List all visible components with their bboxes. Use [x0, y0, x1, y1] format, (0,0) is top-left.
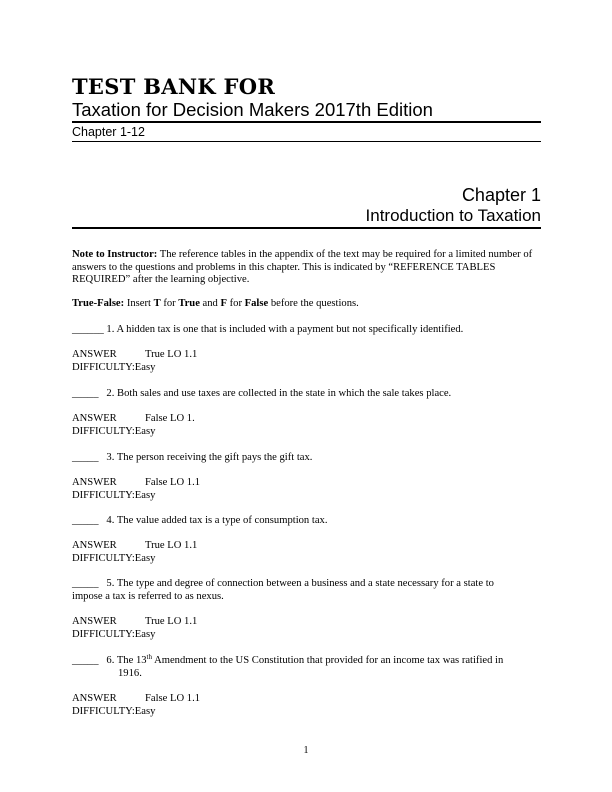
answer-block-2 [72, 413, 541, 438]
tf-label: True-False: [72, 298, 125, 309]
answer-value: True LO 1.1 [145, 540, 198, 551]
question-text-continued: 1916. [118, 667, 142, 679]
difficulty-value: Easy [134, 425, 156, 437]
answer-label: ANSWER [72, 477, 117, 488]
answer-block-6 [72, 693, 541, 718]
difficulty-label: DIFFICULTY: [72, 628, 135, 640]
page-number: 1 [303, 745, 309, 756]
answer-blank: _____ [72, 388, 99, 399]
answer-blank: ______ [72, 324, 104, 335]
instructor-note [72, 249, 541, 287]
tf-true: True [178, 298, 200, 309]
difficulty-label: DIFFICULTY: [72, 425, 135, 437]
question-4 [72, 515, 541, 528]
note-label: Note to Instructor: [72, 249, 158, 260]
answer-label: ANSWER [72, 413, 117, 424]
answer-block-3 [72, 477, 541, 502]
question-3 [72, 452, 541, 465]
difficulty-value: Easy [134, 489, 156, 501]
chapter-title: Introduction to Taxation [365, 206, 541, 225]
question-text: 3. The person receiving the gift pays the gift tax. [98, 452, 313, 463]
answer-label: ANSWER [72, 693, 117, 704]
difficulty-value: Easy [134, 628, 156, 640]
true-false-instructions [72, 298, 541, 311]
answer-block-5 [72, 616, 541, 641]
question-text: 6. The 13 [98, 655, 147, 666]
answer-block-4 [72, 540, 541, 565]
chapter-range: Chapter 1-12 [72, 125, 145, 139]
tf-false: False [244, 298, 269, 309]
tf-text: for [160, 298, 179, 309]
test-bank-banner: TEST BANK FOR [72, 74, 276, 99]
difficulty-value: Easy [134, 552, 156, 564]
question-text: 2. Both sales and use taxes are collected in the state in which the sale takes place. [98, 388, 452, 399]
question-1 [72, 324, 541, 337]
question-text: 1. A hidden tax is one that is included with a payment but not specifically identified. [103, 324, 464, 335]
answer-value: False LO 1.1 [145, 693, 201, 704]
answer-value: True LO 1.1 [145, 349, 198, 360]
chapter-number: Chapter 1 [461, 185, 541, 205]
question-2 [72, 388, 541, 401]
difficulty-label: DIFFICULTY: [72, 489, 135, 501]
header-rule [72, 121, 541, 123]
tf-t: T [153, 298, 161, 309]
question-text: 5. The type and degree of connection between a business and a state necessary for a state to [98, 578, 494, 589]
answer-label: ANSWER [72, 349, 117, 360]
tf-text: and [199, 298, 221, 309]
difficulty-value: Easy [134, 361, 156, 373]
answer-blank: _____ [72, 655, 99, 666]
answer-value: True LO 1.1 [145, 616, 198, 627]
ordinal-suffix: th [146, 653, 152, 661]
difficulty-label: DIFFICULTY: [72, 361, 135, 373]
tf-f: F [220, 298, 227, 309]
answer-block-1 [72, 349, 541, 374]
chapter-rule [72, 227, 541, 229]
question-text: 4. The value added tax is a type of consumption tax. [98, 515, 328, 526]
difficulty-label: DIFFICULTY: [72, 552, 135, 564]
answer-value: False LO 1. [145, 413, 195, 424]
question-5 [72, 578, 541, 603]
question-6 [72, 655, 541, 680]
answer-blank: _____ [72, 452, 99, 463]
answer-label: ANSWER [72, 540, 117, 551]
tf-text: before the questions. [268, 298, 359, 309]
answer-value: False LO 1.1 [145, 477, 201, 488]
difficulty-label: DIFFICULTY: [72, 705, 135, 717]
answer-blank: _____ [72, 515, 99, 526]
question-text-continued: impose a tax is referred to as nexus. [72, 590, 224, 602]
question-text: Amendment to the US Constitution that provided for an income tax was ratified in [152, 655, 504, 666]
answer-blank: _____ [72, 578, 99, 589]
tf-text: Insert [124, 298, 154, 309]
answer-label: ANSWER [72, 616, 117, 627]
book-title: Taxation for Decision Makers 2017th Edition [72, 99, 433, 120]
note-text: The reference tables in the appendix of the text may be required for a limited number of answers to the questions and problems in this chapter. This is indicated by “REFERENCE TABLES REQUIRED” after the learning objective. [72, 249, 533, 285]
header-rule-thin [72, 141, 541, 142]
difficulty-value: Easy [134, 705, 156, 717]
tf-text: for [226, 298, 245, 309]
